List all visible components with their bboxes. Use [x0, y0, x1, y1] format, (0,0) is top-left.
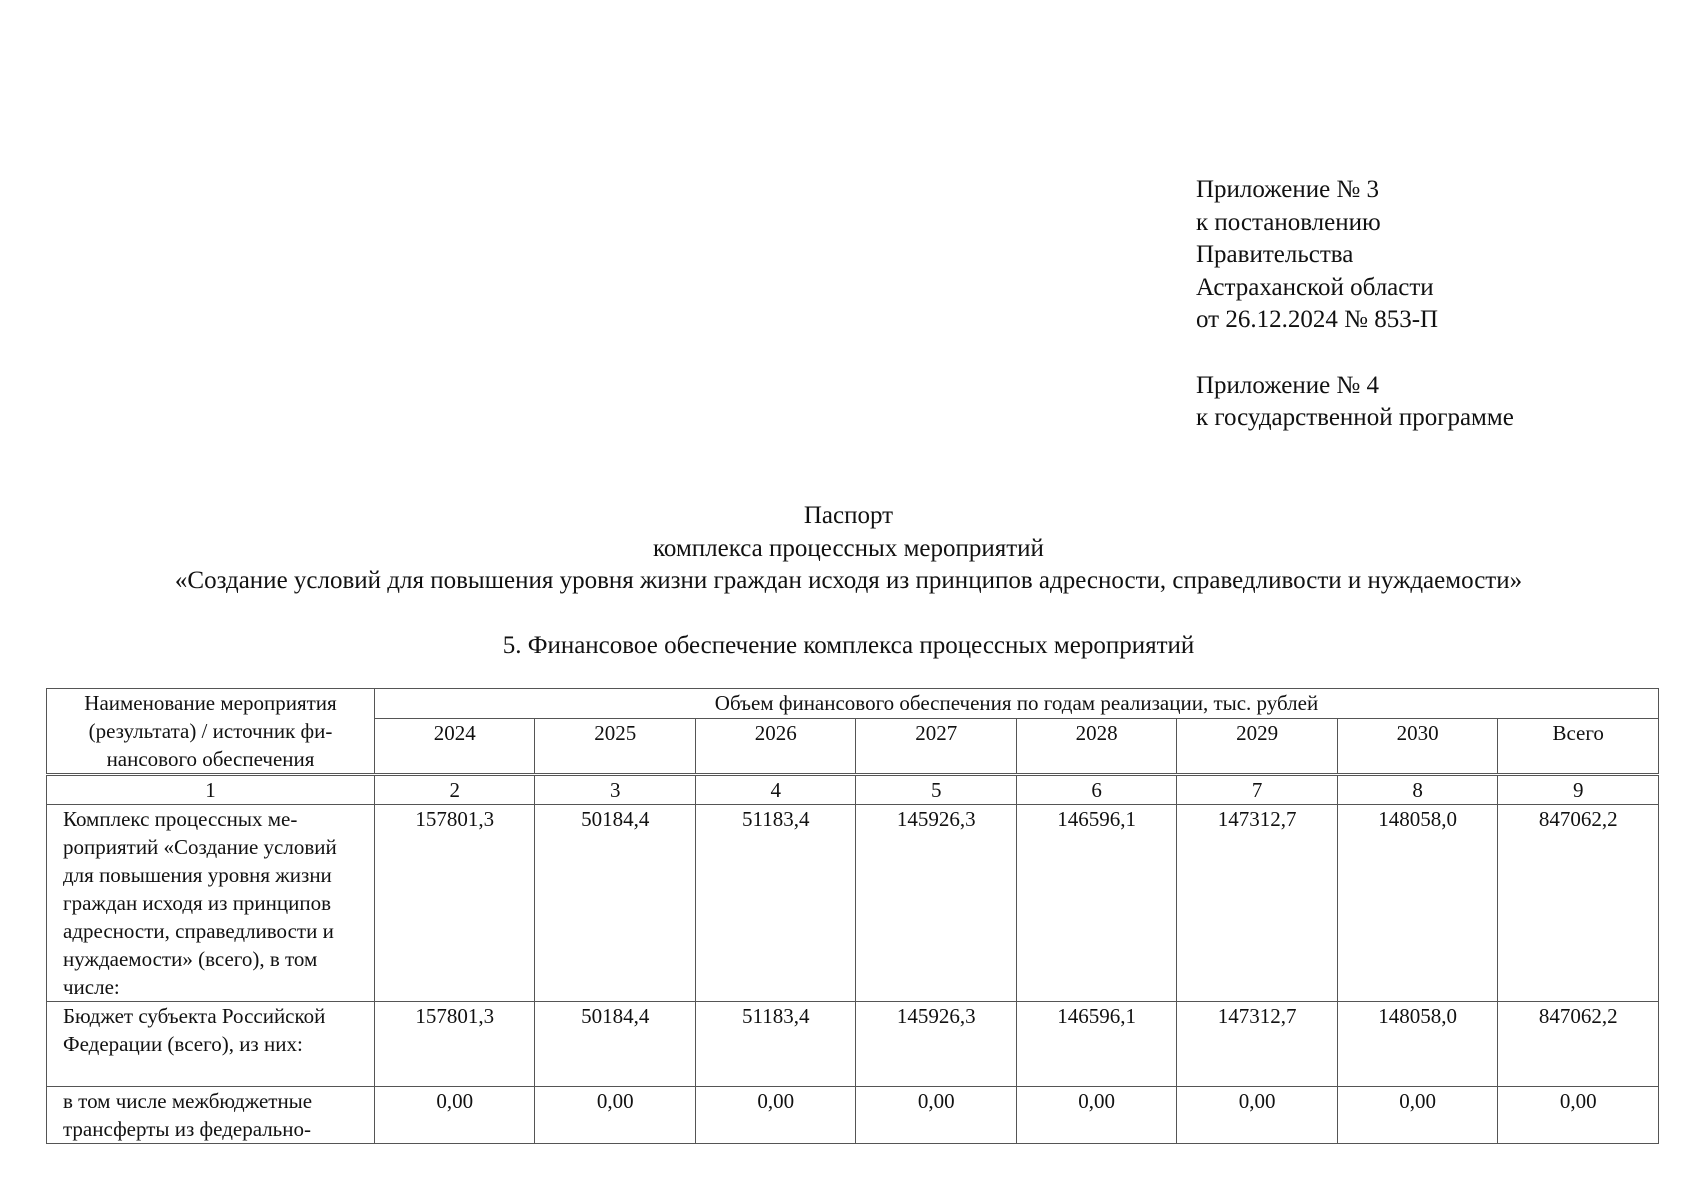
total-cell: 847062,2 [1498, 805, 1659, 1002]
value-cell: 148058,0 [1337, 1002, 1497, 1087]
year-header: 2027 [856, 719, 1016, 775]
value-cell: 50184,4 [535, 805, 695, 1002]
column-number-row [47, 775, 1659, 805]
appendix-block [1196, 174, 1514, 435]
value-cell: 51183,4 [695, 1002, 855, 1087]
value-cell: 157801,3 [375, 1002, 535, 1087]
value-cell: 51183,4 [695, 805, 855, 1002]
title-line-passport: Паспорт [803, 502, 894, 529]
value-cell: 157801,3 [375, 805, 535, 1002]
name-column-header: Наименование мероприятия (результата) / источник финансового обеспечения [47, 689, 375, 775]
appendix-line: Приложение № 3 [1196, 176, 1380, 203]
value-cell: 0,00 [1337, 1087, 1497, 1144]
column-number: 8 [1337, 775, 1497, 805]
appendix-spacer [1196, 337, 1514, 370]
year-header: 2028 [1016, 719, 1176, 775]
value-cell: 146596,1 [1016, 1002, 1176, 1087]
column-number: 3 [535, 775, 695, 805]
value-cell: 148058,0 [1337, 805, 1497, 1002]
row-name: Бюджет субъекта Российской Федерации (всего), из них: [47, 1002, 375, 1087]
table-row [47, 805, 1659, 1002]
appendix-line: Астраханской области [1196, 273, 1434, 301]
document-title [0, 500, 1697, 598]
title-line-complex: комплекса процессных мероприятий [653, 534, 1044, 562]
value-cell: 147312,7 [1177, 1002, 1337, 1087]
column-number: 1 [47, 775, 375, 805]
value-cell: 0,00 [856, 1087, 1016, 1144]
total-cell: 847062,2 [1498, 1002, 1659, 1087]
value-cell: 50184,4 [535, 1002, 695, 1087]
year-header: 2030 [1337, 719, 1497, 775]
total-cell: 0,00 [1498, 1087, 1659, 1144]
section-heading: 5. Финансовое обеспечение комплекса процессных мероприятий [502, 632, 1195, 659]
total-header: Всего [1498, 719, 1659, 775]
appendix-line: к государственной программе [1196, 404, 1514, 432]
financing-table [46, 688, 1659, 1144]
year-header: 2029 [1177, 719, 1337, 775]
value-cell: 147312,7 [1177, 805, 1337, 1002]
year-header: 2025 [535, 719, 695, 775]
title-line-name: «Создание условий для повышения уровня жизни граждан исходя из принципов адресности, справедливости и нуждаемости» [174, 567, 1523, 595]
financing-group-header: Объем финансового обеспечения по годам реализации, тыс. рублей [375, 689, 1659, 719]
table-row [47, 1002, 1659, 1087]
value-cell: 145926,3 [856, 805, 1016, 1002]
value-cell: 0,00 [1177, 1087, 1337, 1144]
value-cell: 0,00 [535, 1087, 695, 1144]
year-header: 2024 [375, 719, 535, 775]
appendix-line: к постановлению [1196, 208, 1381, 236]
column-number: 4 [695, 775, 855, 805]
appendix-line: Правительства [1196, 241, 1354, 269]
column-number: 2 [375, 775, 535, 805]
year-header: 2026 [695, 719, 855, 775]
row-name: в том числе межбюджетные трансферты из федерально- [47, 1087, 375, 1144]
column-number: 9 [1498, 775, 1659, 805]
column-number: 5 [856, 775, 1016, 805]
column-number: 6 [1016, 775, 1176, 805]
value-cell: 0,00 [375, 1087, 535, 1144]
appendix-line: от 26.12.2024 № 853-П [1196, 306, 1439, 334]
row-name: Комплекс процессных мероприятий «Создание условий для повышения уровня жизни граждан исходя из принципов адресности, справедливости и нуждаемости» (всего), в том числе: [47, 805, 375, 1002]
value-cell: 0,00 [1016, 1087, 1176, 1144]
value-cell: 146596,1 [1016, 805, 1176, 1002]
column-number: 7 [1177, 775, 1337, 805]
value-cell: 0,00 [695, 1087, 855, 1144]
value-cell: 145926,3 [856, 1002, 1016, 1087]
appendix-line: Приложение № 4 [1196, 371, 1380, 399]
table-row [47, 1087, 1659, 1144]
